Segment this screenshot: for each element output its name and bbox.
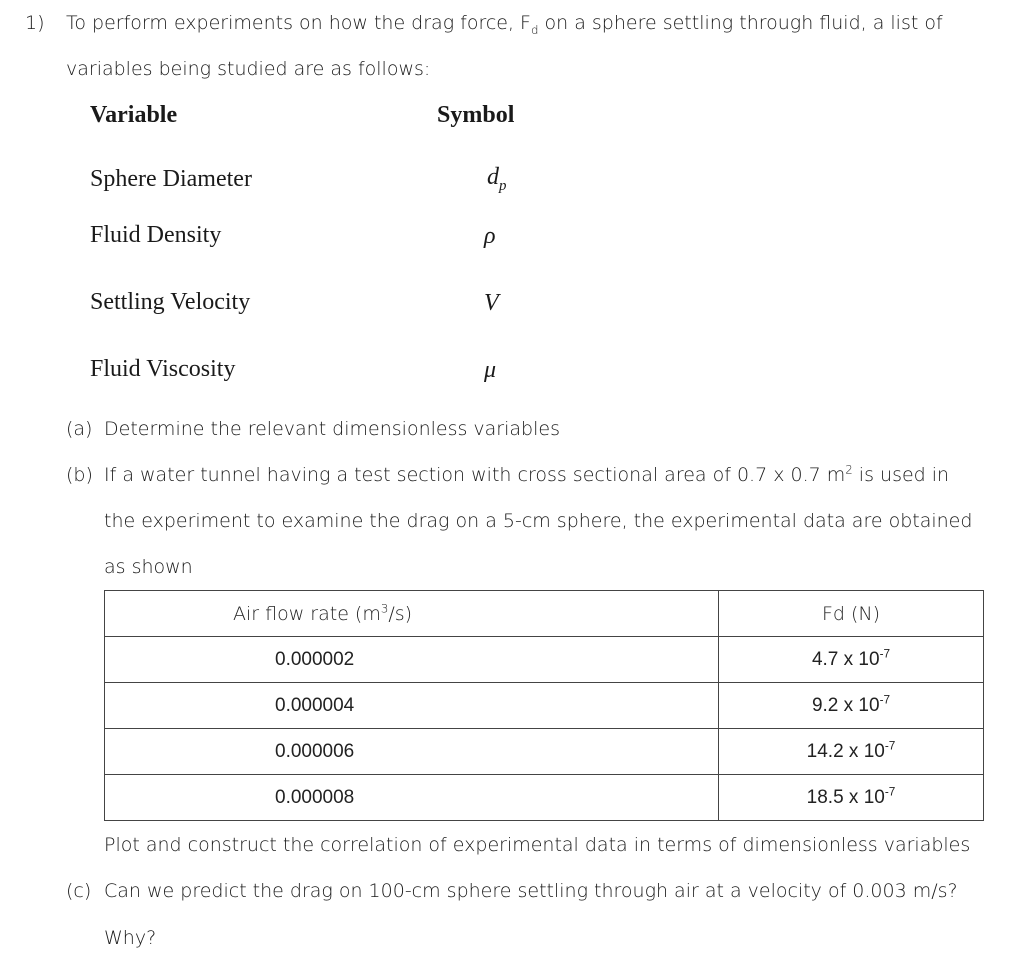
header-air-flow-b: /s) (388, 602, 413, 625)
fd-cell (719, 637, 984, 683)
flow-cell: 0.000004 (105, 683, 719, 729)
data-table (104, 590, 984, 821)
header-air-flow-sup: 3 (380, 601, 389, 616)
part-b-line3: as shown (104, 556, 193, 578)
symbol-subscript-p: p (499, 177, 507, 194)
fd-base: 4.7 x 10 (811, 648, 880, 670)
variable-name-sphere-diameter: Sphere Diameter (90, 166, 252, 192)
variable-name-settling-velocity: Settling Velocity (90, 289, 251, 315)
part-b-line1-a: If a water tunnel having a test section with cross sectional area of 0.7 x 0.7 m (104, 464, 846, 486)
fd-exponent: -7 (884, 785, 896, 799)
fd-cell (719, 683, 984, 729)
fd-cell (719, 775, 984, 821)
part-b-line1 (104, 464, 949, 486)
flow-cell: 0.000008 (105, 775, 719, 821)
variable-header: Variable (90, 102, 178, 128)
fd-base: 18.5 x 10 (806, 786, 885, 808)
header-fd: Fd (N) (719, 591, 984, 637)
header-air-flow-rate (105, 591, 719, 637)
question-intro-line1 (66, 12, 943, 37)
intro-subscript: d (531, 22, 539, 37)
table-row (105, 637, 984, 683)
fd-cell (719, 729, 984, 775)
symbol-dp (487, 164, 507, 194)
table-row (105, 775, 984, 821)
table-row (105, 683, 984, 729)
question-number: 1) (25, 12, 45, 34)
symbol-header: Symbol (437, 102, 515, 128)
symbol-rho: ρ (484, 223, 496, 249)
table-header-row (105, 591, 984, 637)
part-a-label: (a) (66, 418, 93, 440)
table-row (105, 729, 984, 775)
fd-exponent: -7 (879, 647, 891, 661)
part-b-superscript: 2 (845, 462, 853, 477)
symbol-mu: μ (484, 357, 497, 383)
intro-text-a: To perform experiments on how the drag force, F (66, 12, 531, 34)
part-b-label: (b) (66, 464, 93, 486)
flow-cell: 0.000002 (105, 637, 719, 683)
part-b-line2: the experiment to examine the drag on a 5-cm sphere, the experimental data are obtained (104, 510, 973, 532)
question-intro-line2: variables being studied are as follows: (66, 58, 431, 80)
intro-text-b: on a sphere settling through fluid, a list of (538, 12, 943, 34)
part-c-line1: Can we predict the drag on 100-cm sphere settling through air at a velocity of 0.003 m/s? (104, 880, 958, 902)
part-c-line2: Why? (104, 927, 157, 949)
flow-cell: 0.000006 (105, 729, 719, 775)
part-b-line1-b: is used in (852, 464, 950, 486)
header-air-flow-a: Air flow rate (m (233, 602, 381, 625)
fd-base: 9.2 x 10 (811, 694, 880, 716)
symbol-v: V (484, 290, 499, 316)
fd-exponent: -7 (879, 693, 891, 707)
variable-name-fluid-density: Fluid Density (90, 222, 222, 248)
variable-name-fluid-viscosity: Fluid Viscosity (90, 356, 236, 382)
part-c-label: (c) (66, 880, 92, 902)
fd-base: 14.2 x 10 (806, 740, 885, 762)
symbol-d: d (487, 164, 499, 190)
plot-instruction: Plot and construct the correlation of experimental data in terms of dimensionless variables (104, 834, 971, 856)
part-a-text: Determine the relevant dimensionless variables (104, 418, 560, 440)
fd-exponent: -7 (884, 739, 896, 753)
